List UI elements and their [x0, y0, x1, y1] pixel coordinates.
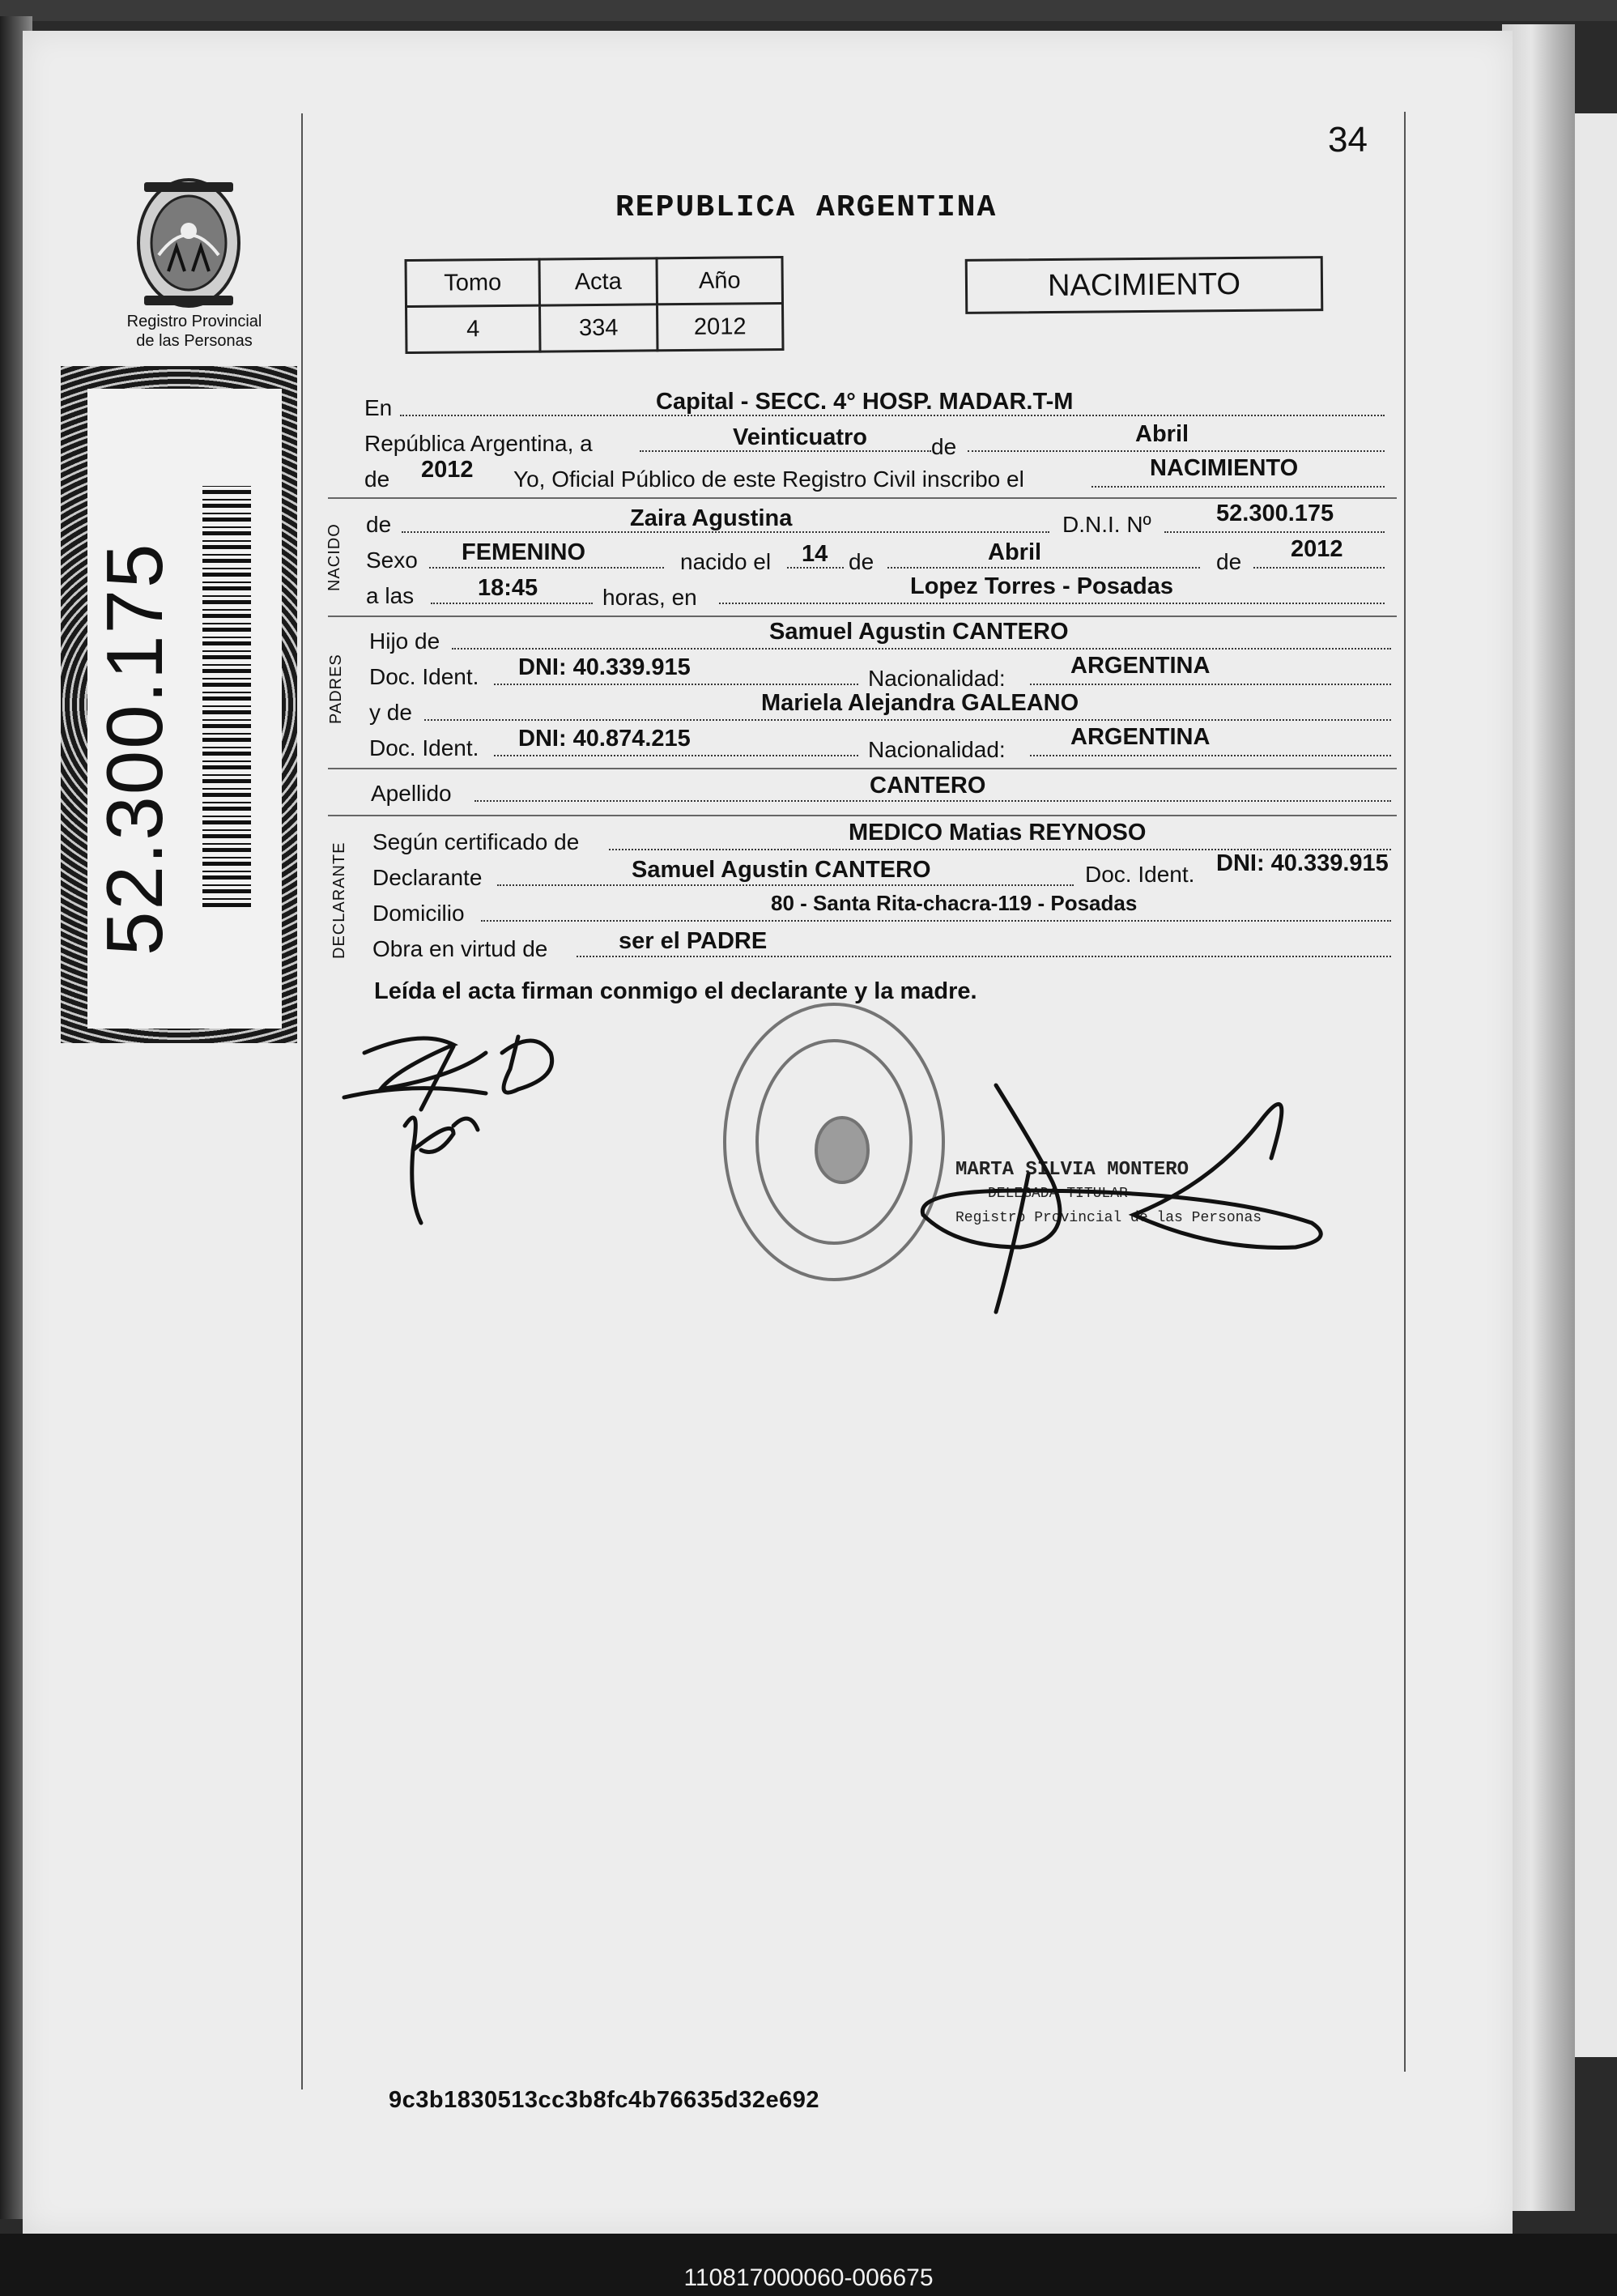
- label-de-name: de: [366, 512, 392, 537]
- value-birth-month: Abril: [988, 539, 1042, 565]
- scan-file-code: 110817000060-006675: [683, 2264, 934, 2291]
- value-certificate: MEDICO Matias REYNOSO: [849, 820, 1147, 846]
- value-month: Abril: [1135, 421, 1189, 447]
- value-act-type: NACIMIENTO: [1150, 455, 1299, 481]
- label-doc-ident-declarant: Doc. Ident.: [1085, 862, 1195, 887]
- barcode-number: 52.300.175: [90, 542, 179, 956]
- value-place: Capital - SECC. 4° HOSP. MADAR.T-M: [656, 389, 1074, 415]
- section-label-padres: PADRES: [327, 654, 345, 724]
- value-declarant-doc: DNI: 40.339.915: [1216, 850, 1389, 876]
- registry-value-ano: 2012: [657, 303, 782, 350]
- label-obra: Obra en virtud de: [372, 936, 548, 961]
- label-apellido: Apellido: [371, 781, 452, 806]
- label-sexo: Sexo: [366, 547, 418, 573]
- registry-header-acta: Acta: [539, 258, 657, 305]
- value-child-dni: 52.300.175: [1216, 501, 1334, 526]
- section-label-declarante: DECLARANTE: [330, 841, 348, 959]
- value-child-name: Zaira Agustina: [630, 505, 793, 531]
- label-a-las: a las: [366, 583, 415, 608]
- value-mother-doc: DNI: 40.874.215: [518, 726, 691, 752]
- page-number: 34: [1328, 120, 1368, 160]
- value-address: 80 - Santa Rita-chacra-119 - Posadas: [771, 891, 1138, 915]
- label-de-birth-month: de: [849, 549, 874, 574]
- registry-seal-icon: [725, 1004, 943, 1280]
- value-mother-name: Mariela Alejandra GALEANO: [761, 690, 1079, 716]
- declarant-signature: [344, 1037, 552, 1223]
- value-birth-year: 2012: [1291, 536, 1343, 562]
- official-name: MARTA SILVIA MONTERO: [955, 1159, 1189, 1181]
- registry-value-tomo: 4: [406, 305, 540, 352]
- label-de-birth-year: de: [1216, 549, 1242, 574]
- label-nacido-el: nacido el: [680, 549, 772, 574]
- value-birth-time: 18:45: [478, 575, 538, 601]
- value-surname: CANTERO: [870, 773, 986, 799]
- label-hijo-de: Hijo de: [369, 628, 440, 654]
- value-year: 2012: [421, 457, 474, 483]
- label-declarante: Declarante: [372, 865, 483, 890]
- value-birth-place: Lopez Torres - Posadas: [910, 573, 1173, 599]
- label-republica: República Argentina, a: [364, 431, 593, 456]
- value-day-words: Veinticuatro: [733, 424, 867, 450]
- label-yo: Yo, Oficial Público de este Registro Civil inscribo el: [513, 466, 1024, 492]
- label-domicilio: Domicilio: [372, 901, 465, 926]
- value-declarant: Samuel Agustin CANTERO: [632, 857, 931, 883]
- official-office: Registro Provincial de las Personas: [955, 1210, 1262, 1226]
- value-father-doc: DNI: 40.339.915: [518, 654, 691, 680]
- document-type-box: NACIMIENTO: [965, 256, 1324, 314]
- value-father-name: Samuel Agustin CANTERO: [769, 619, 1069, 645]
- value-mother-nationality: ARGENTINA: [1070, 724, 1211, 750]
- label-nacionalidad-mother: Nacionalidad:: [868, 737, 1006, 762]
- label-nacionalidad-father: Nacionalidad:: [868, 666, 1006, 691]
- label-doc-ident-father: Doc. Ident.: [369, 664, 479, 689]
- registry-header-tomo: Tomo: [406, 259, 539, 306]
- label-en: En: [364, 395, 393, 420]
- official-role: DELEGADA TITULAR: [988, 1186, 1128, 1202]
- registry-value-acta: 334: [540, 305, 657, 351]
- label-de-year: de: [364, 466, 390, 492]
- registry-label-line1: Registro Provincial: [126, 313, 262, 330]
- registry-header-ano: Año: [657, 257, 782, 304]
- label-dni: D.N.I. Nº: [1062, 512, 1151, 537]
- label-de-month: de: [931, 434, 957, 459]
- page-title: REPUBLICA ARGENTINA: [615, 190, 998, 225]
- value-birth-day: 14: [802, 541, 828, 567]
- closing-statement: Leída el acta firman conmigo el declarante y la madre.: [374, 978, 977, 1004]
- document-hash: 9c3b1830513cc3b8fc4b76635d32e692: [389, 2087, 819, 2113]
- section-label-nacido: NACIDO: [326, 523, 343, 591]
- value-capacity: ser el PADRE: [619, 928, 768, 954]
- label-doc-ident-mother: Doc. Ident.: [369, 735, 479, 760]
- registry-label-line2: de las Personas: [136, 332, 253, 350]
- label-y-de: y de: [369, 700, 412, 725]
- label-segun: Según certificado de: [372, 829, 580, 854]
- label-horas-en: horas, en: [602, 585, 697, 610]
- value-father-nationality: ARGENTINA: [1070, 653, 1211, 679]
- value-sex: FEMENINO: [462, 539, 586, 565]
